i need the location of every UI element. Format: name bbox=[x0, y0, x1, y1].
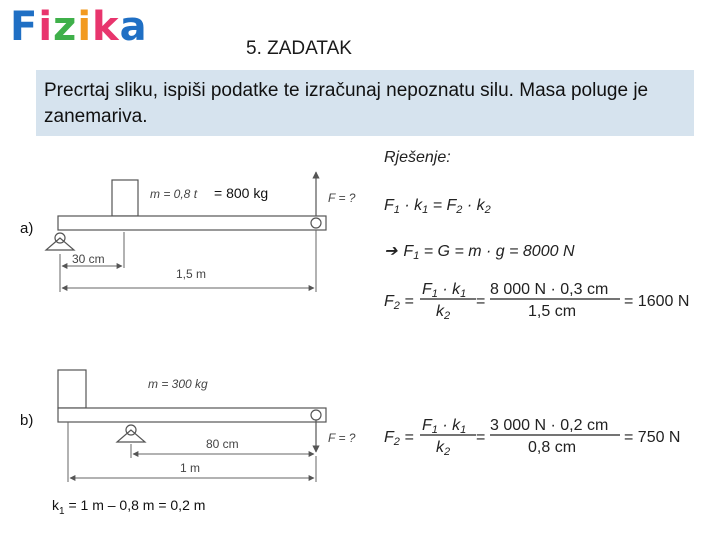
fraction-numerator-a: F1 · k1 bbox=[422, 281, 467, 300]
dim-label-short-a: 30 cm bbox=[72, 252, 105, 266]
force-point-b bbox=[311, 410, 321, 420]
part-b-label: b) bbox=[20, 412, 34, 429]
equation-part-a: F2 = bbox=[384, 293, 414, 312]
fraction-denominator-a: k2 bbox=[436, 303, 451, 322]
logo-letter: i bbox=[77, 4, 93, 50]
lever-arm-note: $k_1 = 1$ m – 0,8 m = 0,2 m bbox=[52, 497, 206, 517]
solution-heading: Rješenje: bbox=[384, 149, 451, 166]
result-b: = 750 N bbox=[624, 429, 681, 446]
part-a-label: a) bbox=[20, 220, 34, 237]
fraction-numerator-values-b: 3 000 N · 0,2 cm bbox=[490, 417, 609, 434]
dim-label-short-b: 80 cm bbox=[206, 437, 239, 451]
diagram-b bbox=[58, 370, 356, 482]
fraction-denominator-values-a: 1,5 cm bbox=[528, 303, 577, 320]
fraction-denominator-b: k2 bbox=[436, 439, 451, 458]
mass-conversion-a: = 800 kg bbox=[214, 185, 269, 201]
logo-letter: i bbox=[38, 4, 54, 50]
force-label-b: F = ? bbox=[328, 431, 356, 445]
force-label-a: F = ? bbox=[328, 191, 356, 205]
mass-block-b bbox=[58, 370, 86, 408]
logo-letter: z bbox=[53, 4, 78, 50]
lever-bar-a bbox=[58, 216, 326, 230]
fraction-denominator-values-b: 0,8 cm bbox=[528, 439, 577, 456]
mass-label-a: m = 0,8 t bbox=[150, 187, 198, 201]
logo-letter: k bbox=[92, 4, 120, 50]
lever-bar-b bbox=[58, 408, 326, 422]
dim-label-long-b: 1 m bbox=[180, 461, 201, 475]
force-point-a bbox=[311, 218, 321, 228]
equals-sign: = bbox=[476, 293, 486, 310]
logo-letter: F bbox=[10, 4, 39, 50]
equation-moment-balance: F1 · k1 = F2 · k2 bbox=[384, 197, 491, 216]
solution bbox=[384, 149, 689, 458]
mass-label-b: m = 300 kg bbox=[148, 377, 208, 391]
result-a: = 1600 N bbox=[624, 293, 690, 310]
fraction-numerator-values-a: 8 000 N · 0,3 cm bbox=[490, 281, 609, 298]
equation-part-b: F2 = bbox=[384, 429, 414, 448]
equals-sign: = bbox=[476, 429, 486, 446]
logo-letter: a bbox=[119, 4, 148, 50]
diagram-a bbox=[46, 172, 356, 292]
dim-label-long-a: 1,5 m bbox=[176, 267, 207, 281]
equation-weight: ➔ F1 = G = m · g = 8000 N bbox=[384, 243, 575, 262]
mass-block-a bbox=[112, 180, 138, 216]
page-title: 5. ZADATAK bbox=[246, 38, 352, 59]
fraction-numerator-b: F1 · k1 bbox=[422, 417, 467, 436]
task-statement: Precrtaj sliku, ispiši podatke te izračunaj nepoznatu silu. Masa poluge je zanemariva. bbox=[36, 70, 694, 136]
